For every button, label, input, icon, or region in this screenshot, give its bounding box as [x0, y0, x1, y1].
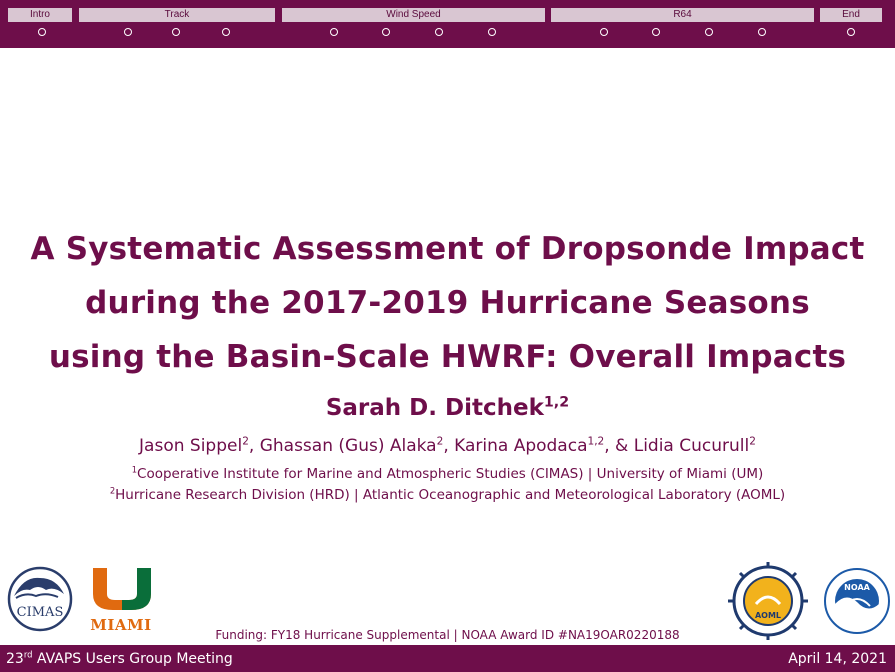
- miami-wordmark: MIAMI: [90, 616, 152, 634]
- title-line-1: A Systematic Assessment of Dropsonde Impact: [30, 231, 865, 267]
- nav-slide-dot[interactable]: [847, 28, 855, 36]
- nav-slide-dot[interactable]: [38, 28, 46, 36]
- presenter-name-text: Sarah D. Ditchek: [325, 395, 544, 421]
- nav-slide-dot[interactable]: [172, 28, 180, 36]
- nav-slide-dot[interactable]: [435, 28, 443, 36]
- coauthor-3: , Karina Apodaca: [443, 436, 588, 456]
- nav-slide-dot[interactable]: [222, 28, 230, 36]
- nav-section-track[interactable]: Track: [79, 8, 275, 22]
- meeting-ordinal: rd: [23, 649, 33, 660]
- nav-section-end[interactable]: End: [820, 8, 882, 22]
- coauthor-2: , Ghassan (Gus) Alaka: [248, 436, 437, 456]
- noaa-logo: [824, 568, 890, 634]
- coauthor-4: , & Lidia Cucurull: [604, 436, 750, 456]
- nav-section-wind-speed[interactable]: Wind Speed: [282, 8, 545, 22]
- footer-bar: [0, 645, 895, 672]
- nav-section-r64[interactable]: R64: [551, 8, 814, 22]
- affiliation-2-sup: 2: [109, 485, 116, 496]
- nav-slide-dot[interactable]: [488, 28, 496, 36]
- nav-slide-dot[interactable]: [124, 28, 132, 36]
- noaa-logo-text: NOAA: [844, 583, 870, 592]
- aoml-logo-text: AOML: [754, 611, 782, 620]
- affiliation-1-sup: 1: [131, 464, 138, 475]
- funding-statement: Funding: FY18 Hurricane Supplemental | NOAA Award ID #NA19OAR0220188: [215, 628, 680, 642]
- nav-slide-dot[interactable]: [652, 28, 660, 36]
- coauthor-2-sup: 2: [436, 435, 444, 448]
- miami-u-logo: [91, 566, 153, 612]
- meeting-title: AVAPS Users Group Meeting: [32, 651, 233, 667]
- meeting-number: 23: [6, 651, 24, 667]
- nav-slide-dot[interactable]: [600, 28, 608, 36]
- title-line-3: using the Basin-Scale HWRF: Overall Impacts: [48, 339, 847, 375]
- coauthor-list: [0, 436, 895, 456]
- presenter-name: [0, 395, 895, 421]
- title-line-2: during the 2017-2019 Hurricane Seasons: [85, 285, 810, 321]
- presentation-title: [0, 222, 895, 384]
- affiliation-1-text: Cooperative Institute for Marine and Atmospheric Studies (CIMAS) | University of Miami (UM): [137, 466, 764, 482]
- nav-slide-dot[interactable]: [705, 28, 713, 36]
- coauthor-4-sup: 2: [749, 435, 756, 448]
- meeting-date: April 14, 2021: [788, 651, 887, 667]
- cimas-logo: [6, 566, 74, 632]
- aoml-logo: [726, 560, 810, 642]
- nav-slide-dot[interactable]: [330, 28, 338, 36]
- coauthor-3-sup: 1,2: [587, 435, 605, 448]
- affiliation-1: [0, 466, 895, 482]
- coauthor-1: Jason Sippel: [139, 436, 243, 456]
- affiliation-2: [0, 487, 895, 503]
- section-nav-bar: [0, 0, 895, 48]
- coauthor-1-sup: 2: [242, 435, 249, 448]
- affiliation-2-text: Hurricane Research Division (HRD) | Atlantic Oceanographic and Meteorological Laboratory (AOML): [115, 487, 786, 503]
- presenter-affiliation-sup: 1,2: [543, 394, 570, 411]
- nav-slide-dot[interactable]: [382, 28, 390, 36]
- nav-slide-dot[interactable]: [758, 28, 766, 36]
- cimas-logo-text: CIMAS: [16, 605, 64, 620]
- meeting-name: [6, 651, 233, 667]
- nav-section-intro[interactable]: Intro: [8, 8, 72, 22]
